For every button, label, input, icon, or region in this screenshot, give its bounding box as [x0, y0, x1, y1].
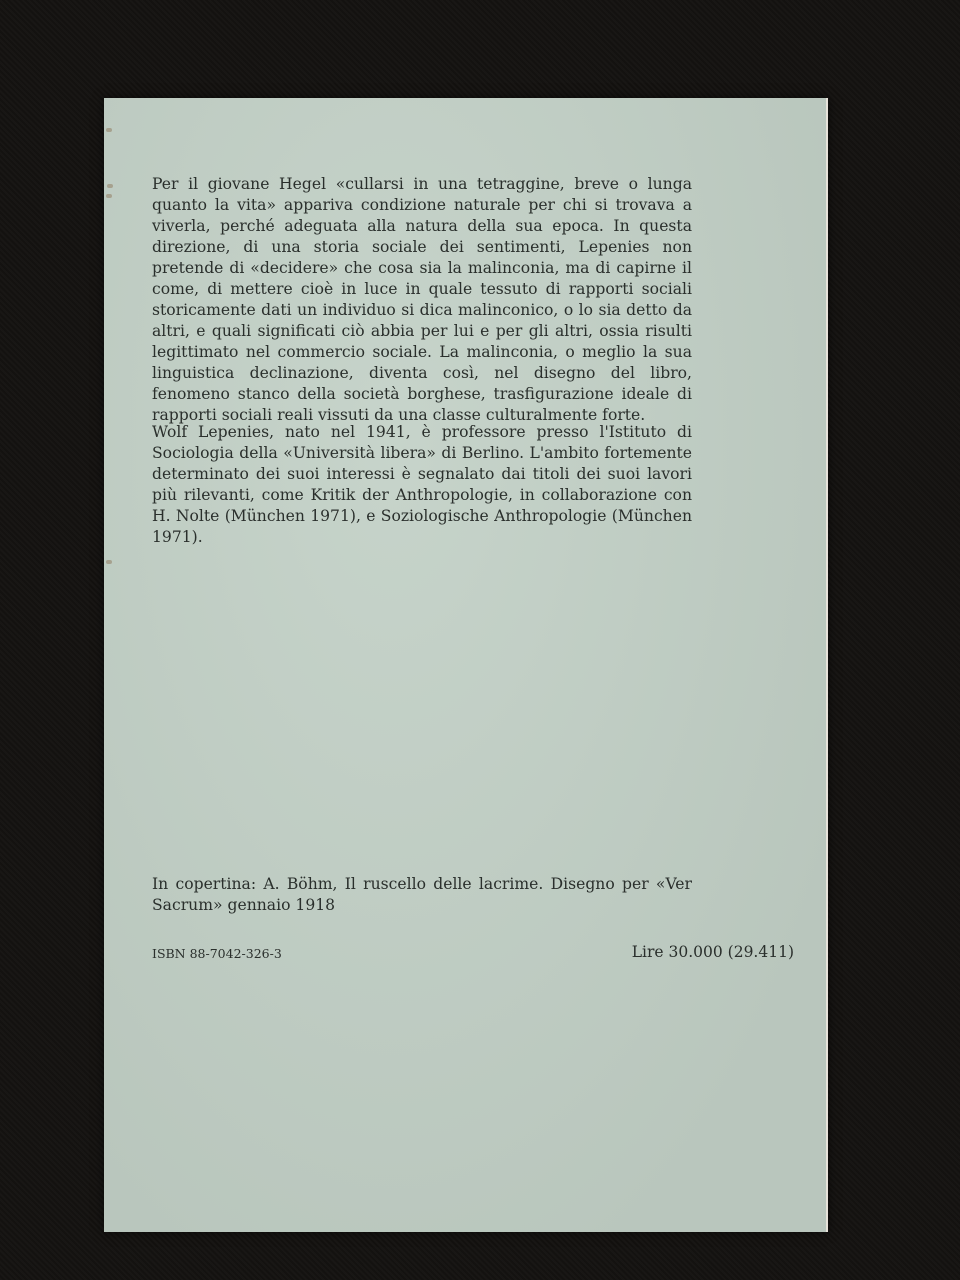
cover-credit: In copertina: A. Böhm, Il ruscello delle lacrime. Disegno per «Ver Sacrum» gennaio 1918 — [152, 875, 692, 914]
book-back-cover — [104, 98, 828, 1232]
blurb-paragraph-1: Per il giovane Hegel «cullarsi in una tetraggine, breve o lunga quanto la vita» appariva condizione naturale per chi si trovava a viverla, perché adeguata alla natura della sua epoca. In questa direzione, di una storia sociale dei sentimenti, Lepenies non pretende di «decidere» che cosa sia la malinconia, ma di capirne il come, di mettere cioè in luce in quale tessuto di rapporti sociali storicamente dati un individuo si dica malinconico, o lo sia detto da altri, e quali significati ciò abbia per lui e per gli altri, ossia risulti legittimato nel commercio sociale. La malinconia, o meglio la sua linguistica declinazione, diventa così, nel disegno del libro, fenomeno stanco della società borghese, trasfigurazione ideale di rapporti sociali reali vissuti da una classe culturalmente forte. — [152, 175, 692, 424]
cover-wear-mark — [107, 184, 113, 188]
price-label: Lire 30.000 (29.411) — [631, 943, 794, 961]
cover-wear-mark — [106, 128, 112, 132]
cover-wear-mark — [106, 560, 112, 564]
isbn-number: ISBN 88-7042-326-3 — [152, 946, 282, 961]
cover-wear-mark — [106, 194, 112, 198]
author-bio-paragraph: Wolf Lepenies, nato nel 1941, è professore presso l'Istituto di Sociologia della «Università libera» di Berlino. L'ambito fortemente determinato dei suoi interessi è segnalato dai titoli dei suoi lavori più rilevanti, come Kritik der Anthropologie, in collaborazione con H. Nolte (München 1971), e Soziologische Anthropologie (München 1971). — [152, 423, 692, 546]
